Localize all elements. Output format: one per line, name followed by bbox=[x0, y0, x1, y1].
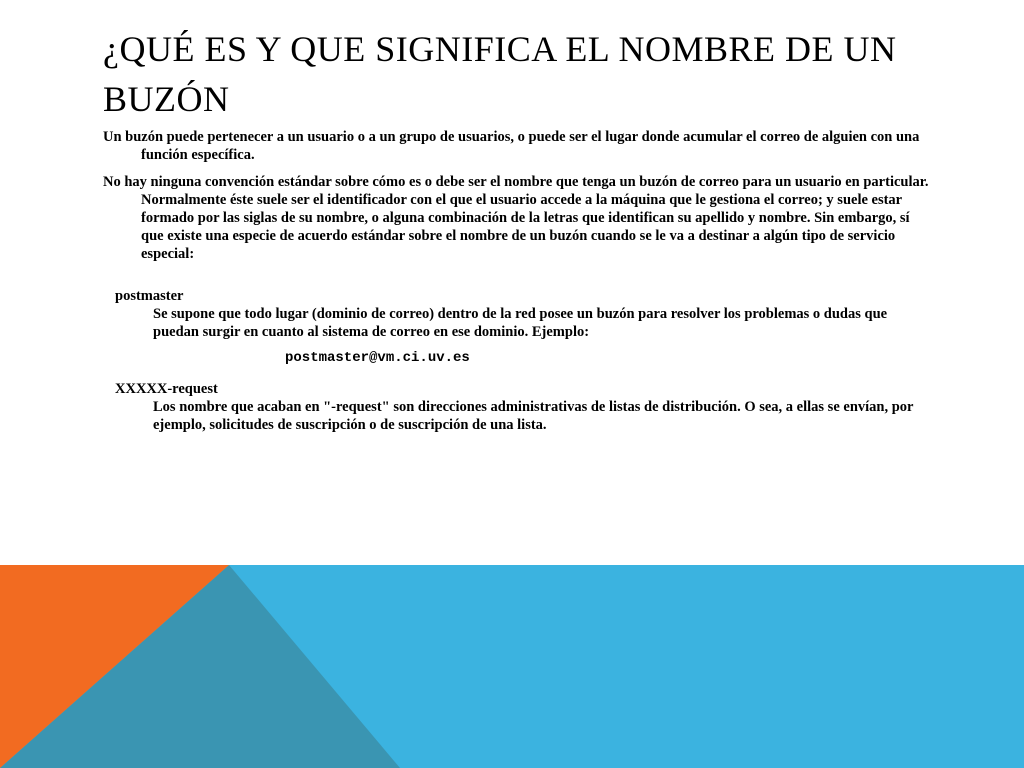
term-postmaster: postmaster bbox=[115, 288, 184, 304]
term-request: XXXXX-request bbox=[115, 381, 218, 397]
paragraph-mailbox-ownership: Un buzón puede pertenecer a un usuario o a un grupo de usuarios, o puede ser el lugar donde acumular el correo de alguien con una función específica. bbox=[103, 129, 920, 163]
paragraph-naming-convention: No hay ninguna convención estándar sobre cómo es o debe ser el nombre que tenga un buzón de correo para un usuario en particular. Normalmente éste suele ser el identificador con el que el usuario accede a la máquina que le gestiona el correo; y suele estar formado por las siglas de su nombre, o alguna combinación de la letras que identifican su apellido y nombre. Sin embargo, sí que existe una especie de acuerdo estándar sobre el nombre de un buzón cuando se le va a destinar a algún tipo de servicio especial: bbox=[103, 174, 929, 262]
term-request-description: Los nombre que acaban en "-request" son direcciones administrativas de listas de distribución. O sea, a ellas se envían, por ejemplo, solicitudes de suscripción o de suscripción de una lista. bbox=[153, 399, 914, 433]
decorative-footer-shapes bbox=[0, 565, 1024, 768]
slide-title: ¿QUÉ ES Y QUE SIGNIFICA EL NOMBRE DE UN BUZÓN bbox=[103, 29, 897, 119]
term-postmaster-text: Se supone que todo lugar (dominio de correo) dentro de la red posee un buzón para resolver los problemas o dudas que puedan surgir en cuanto al sistema de correo en ese dominio. Ejemplo: bbox=[153, 306, 888, 340]
term-postmaster-description bbox=[153, 305, 933, 367]
example-email-address: postmaster@vm.ci.uv.es bbox=[285, 350, 470, 366]
slide-body bbox=[103, 128, 933, 434]
